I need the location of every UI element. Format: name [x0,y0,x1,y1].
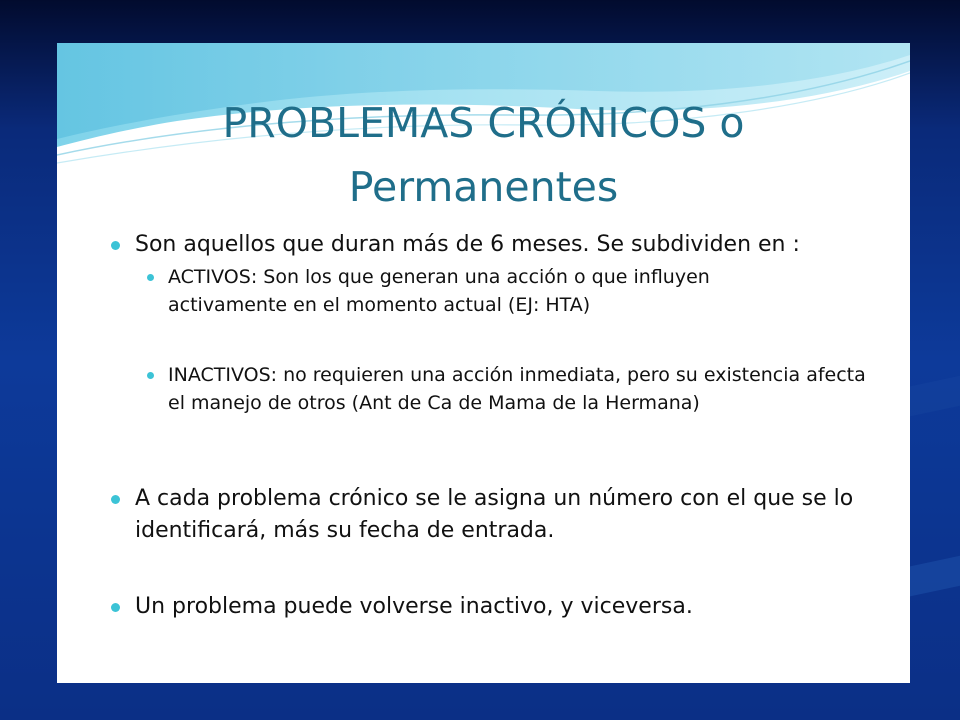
bullet-item [135,229,875,261]
bullet-icon [111,603,120,612]
bullet-text: Son aquellos que duran más de 6 meses. Se subdividen en : [135,232,800,257]
slide-body [57,43,910,683]
title-line-2: Permanentes [348,163,619,211]
bullet-item [135,483,875,547]
sub-bullet-item [168,263,818,319]
bullet-text: Un problema puede volverse inactivo, y viceversa. [135,594,693,619]
sub-bullet-item [168,361,868,417]
bullet-icon [111,241,120,250]
bullet-icon [147,274,154,281]
bullet-text: ACTIVOS: Son los que generan una acción o que influyen activamente en el momento actual (EJ: HTA) [168,266,710,316]
bullet-icon [147,372,154,379]
bullet-text: A cada problema crónico se le asigna un número con el que se lo identificará, más su fecha de entrada. [135,486,854,543]
bullet-text: INACTIVOS: no requieren una acción inmediata, pero su existencia afecta el manejo de otros (Ant de Ca de Mama de la Hermana) [168,364,866,414]
bullet-icon [111,495,120,504]
slide-canvas [57,43,910,683]
bullet-item [135,591,875,623]
title-line-1: PROBLEMAS CRÓNICOS o [222,99,745,147]
